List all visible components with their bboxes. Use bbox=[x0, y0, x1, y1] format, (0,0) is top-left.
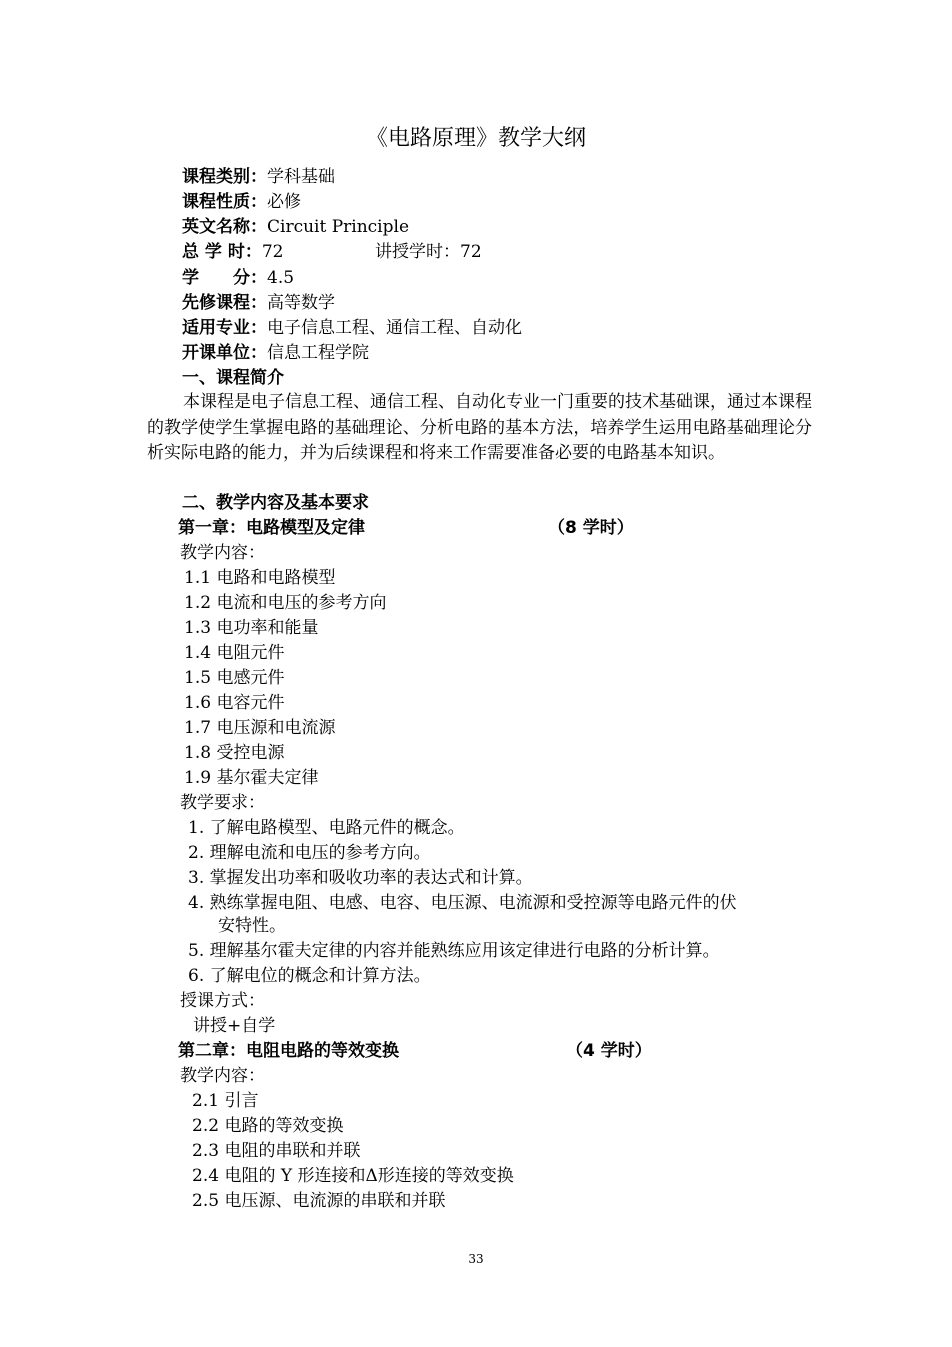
chapter1-method-label: 授课方式： bbox=[180, 991, 265, 1011]
chapter1-hours: （8 学时） bbox=[548, 518, 634, 538]
chapter1-content-item: 1.2 电流和电压的参考方向 bbox=[184, 593, 387, 613]
section1-heading: 一、课程简介 bbox=[182, 368, 284, 388]
chapter1-requirement-item: 1. 了解电路模型、电路元件的概念。 bbox=[188, 818, 465, 838]
chapter1-requirement-item: 3. 掌握发出功率和吸收功率的表达式和计算。 bbox=[188, 868, 533, 888]
document-title: 《电路原理》教学大纲 bbox=[365, 126, 586, 151]
info-majors: 适用专业：电子信息工程、通信工程、自动化 bbox=[182, 318, 522, 338]
chapter1-requirement-item: 5. 理解基尔霍夫定律的内容并能熟练应用该定律进行电路的分析计算。 bbox=[188, 941, 720, 961]
section2-heading: 二、教学内容及基本要求 bbox=[182, 493, 369, 513]
chapter1-content-item: 1.4 电阻元件 bbox=[184, 643, 285, 663]
chapter2-content-item: 2.5 电压源、电流源的串联和并联 bbox=[192, 1191, 446, 1211]
chapter2-content-item: 2.2 电路的等效变换 bbox=[192, 1116, 344, 1136]
chapter1-requirements-label: 教学要求： bbox=[180, 793, 265, 813]
chapter1-content-item: 1.9 基尔霍夫定律 bbox=[184, 768, 319, 788]
chapter1-content-item: 1.6 电容元件 bbox=[184, 693, 285, 713]
chapter2-content-label: 教学内容： bbox=[180, 1066, 265, 1086]
info-english-name: 英文名称：Circuit Principle bbox=[182, 217, 410, 237]
chapter1-content-item: 1.1 电路和电路模型 bbox=[184, 568, 336, 588]
chapter1-title: 第一章：电路模型及定律 bbox=[178, 518, 365, 538]
chapter1-requirement-item: 6. 了解电位的概念和计算方法。 bbox=[188, 966, 431, 986]
chapter1-requirement-item: 4. 熟练掌握电阻、电感、电容、电压源、电流源和受控源等电路元件的伏 bbox=[188, 893, 737, 913]
info-department: 开课单位：信息工程学院 bbox=[182, 343, 369, 363]
section1-body: 本课程是电子信息工程、通信工程、自动化专业一门重要的技术基础课，通过本课程的教学使学生掌握电路的基础理论、分析电路的基本方法，培养学生运用电路基础理论分析实际电路的能力，并为后续课程和将来工作需要准备必要的电路基本知识。 bbox=[147, 392, 812, 463]
chapter1-requirement-item: 2. 理解电流和电压的参考方向。 bbox=[188, 843, 431, 863]
chapter2-content-item: 2.4 电阻的 Y 形连接和Δ形连接的等效变换 bbox=[192, 1166, 514, 1186]
info-lecture-hours: 讲授学时：72 bbox=[375, 242, 482, 262]
info-course-nature: 课程性质：必修 bbox=[182, 192, 301, 212]
chapter2-title: 第二章：电阻电路的等效变换 bbox=[178, 1041, 399, 1061]
chapter1-requirement-item-continued: 安特性。 bbox=[218, 916, 286, 936]
chapter1-method: 讲授+自学 bbox=[193, 1016, 276, 1036]
info-credits: 学 分：4.5 bbox=[182, 268, 295, 288]
info-course-category: 课程类别：学科基础 bbox=[182, 167, 335, 187]
chapter2-content-item: 2.1 引言 bbox=[192, 1091, 259, 1111]
info-total-hours: 总 学 时：72 bbox=[182, 242, 284, 262]
chapter1-content-item: 1.8 受控电源 bbox=[184, 743, 285, 763]
chapter2-content-item: 2.3 电阻的串联和并联 bbox=[192, 1141, 361, 1161]
chapter1-content-item: 1.7 电压源和电流源 bbox=[184, 718, 336, 738]
chapter2-hours: （4 学时） bbox=[566, 1041, 652, 1061]
page-number: 33 bbox=[468, 1252, 484, 1266]
chapter1-content-item: 1.3 电功率和能量 bbox=[184, 618, 319, 638]
info-prerequisite: 先修课程：高等数学 bbox=[182, 293, 335, 313]
chapter1-content-label: 教学内容： bbox=[180, 543, 265, 563]
chapter1-content-item: 1.5 电感元件 bbox=[184, 668, 285, 688]
